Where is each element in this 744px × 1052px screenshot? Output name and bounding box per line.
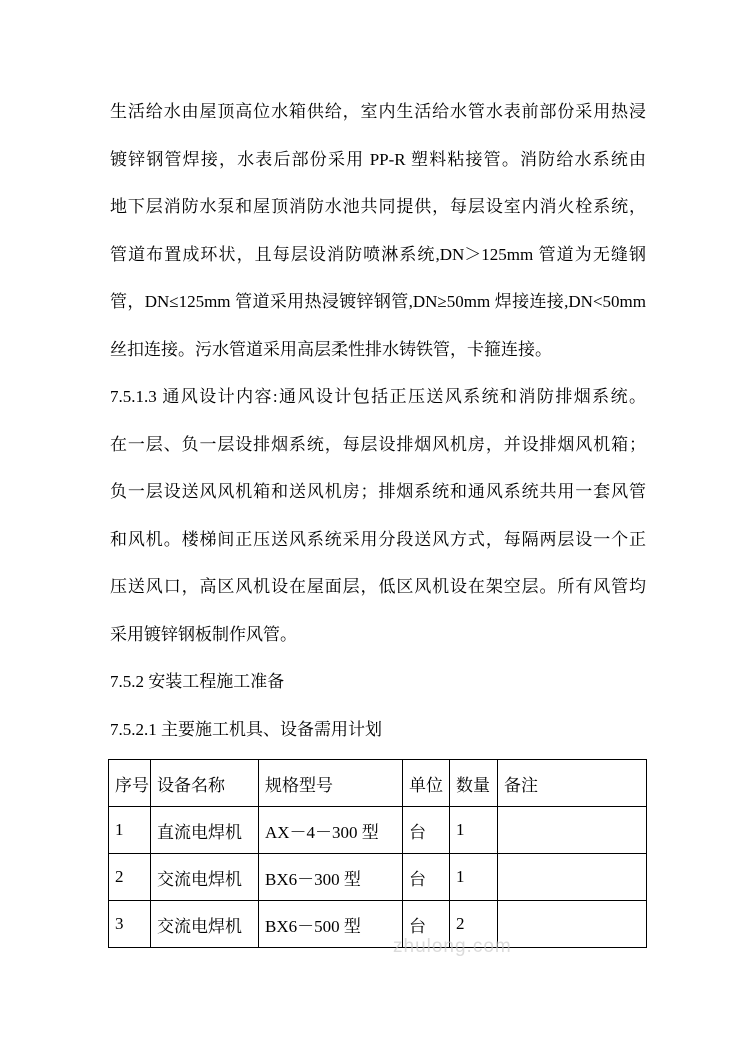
table-header-cell: 单位 [403, 760, 450, 807]
paragraph-line: 管道布置成环状，且每层设消防喷淋系统,DN＞125mm 管道为无缝钢 [110, 244, 646, 264]
table-cell: 2 [450, 901, 498, 948]
table-row [109, 854, 647, 901]
table-cell: 2 [109, 854, 151, 901]
paragraph-line: 丝扣连接。污水管道采用高层柔性排水铸铁管，卡箍连接。 [110, 339, 552, 359]
paragraph-line: 在一层、负一层设排烟系统，每层设排烟风机房，并设排烟风机箱； [110, 434, 646, 454]
table-cell: 1 [450, 854, 498, 901]
table-header-cell: 规格型号 [259, 760, 403, 807]
table-cell: BX6－500 型 [259, 901, 403, 948]
table-cell: 交流电焊机 [151, 854, 259, 901]
paragraph-line: 压送风口，高区风机设在屋面层，低区风机设在架空层。所有风管均 [110, 577, 646, 596]
watermark: zhulong.com [393, 936, 512, 957]
paragraph-line: 地下层消防水泵和屋顶消防水池共同提供，每层设室内消火栓系统， [110, 197, 646, 216]
table-cell: 直流电焊机 [151, 807, 259, 854]
table-cell [498, 901, 647, 948]
table-cell [498, 807, 647, 854]
table-header-cell: 序号 [109, 760, 151, 807]
paragraph-line: 管，DN≤125mm 管道采用热浸镀锌钢管,DN≥50mm 焊接连接,DN<50mm [110, 292, 646, 311]
paragraph-line: 生活给水由屋顶高位水箱供给，室内生活给水管水表前部份采用热浸 [110, 102, 646, 121]
section-heading: 7.5.2 安装工程施工准备 [110, 672, 285, 691]
table-cell [498, 854, 647, 901]
equipment-table [108, 759, 647, 948]
paragraph-line: 镀锌钢管焊接，水表后部份采用 PP-R 塑料粘接管。消防给水系统由 [110, 149, 646, 169]
section-heading-line: 7.5.1.3 通风设计内容:通风设计包括正压送风系统和消防排烟系统。 [110, 387, 646, 406]
paragraph-line: 负一层设送风风机箱和送风机房；排烟系统和通风系统共用一套风管 [110, 482, 646, 501]
table-header-cell: 设备名称 [151, 760, 259, 807]
document-body [110, 88, 646, 753]
table-row [109, 901, 647, 948]
paragraph-line: 采用镀锌钢板制作风管。 [110, 624, 297, 644]
section-heading: 7.5.2.1 主要施工机具、设备需用计划 [110, 719, 382, 739]
table-row [109, 807, 647, 854]
table-header-cell: 数量 [450, 760, 498, 807]
table-cell: 1 [450, 807, 498, 854]
table-cell: 台 [403, 807, 450, 854]
table-cell: 台 [403, 854, 450, 901]
table-cell: 交流电焊机 [151, 901, 259, 948]
table-cell: 1 [109, 807, 151, 854]
table-cell: 3 [109, 901, 151, 948]
table-cell: 台 [403, 901, 450, 948]
table-cell: AX－4－300 型 [259, 807, 403, 854]
table-cell: BX6－300 型 [259, 854, 403, 901]
paragraph-line: 和风机。楼梯间正压送风系统采用分段送风方式，每隔两层设一个正 [110, 529, 646, 549]
table-header-row [109, 760, 647, 807]
table-header-cell: 备注 [498, 760, 647, 807]
